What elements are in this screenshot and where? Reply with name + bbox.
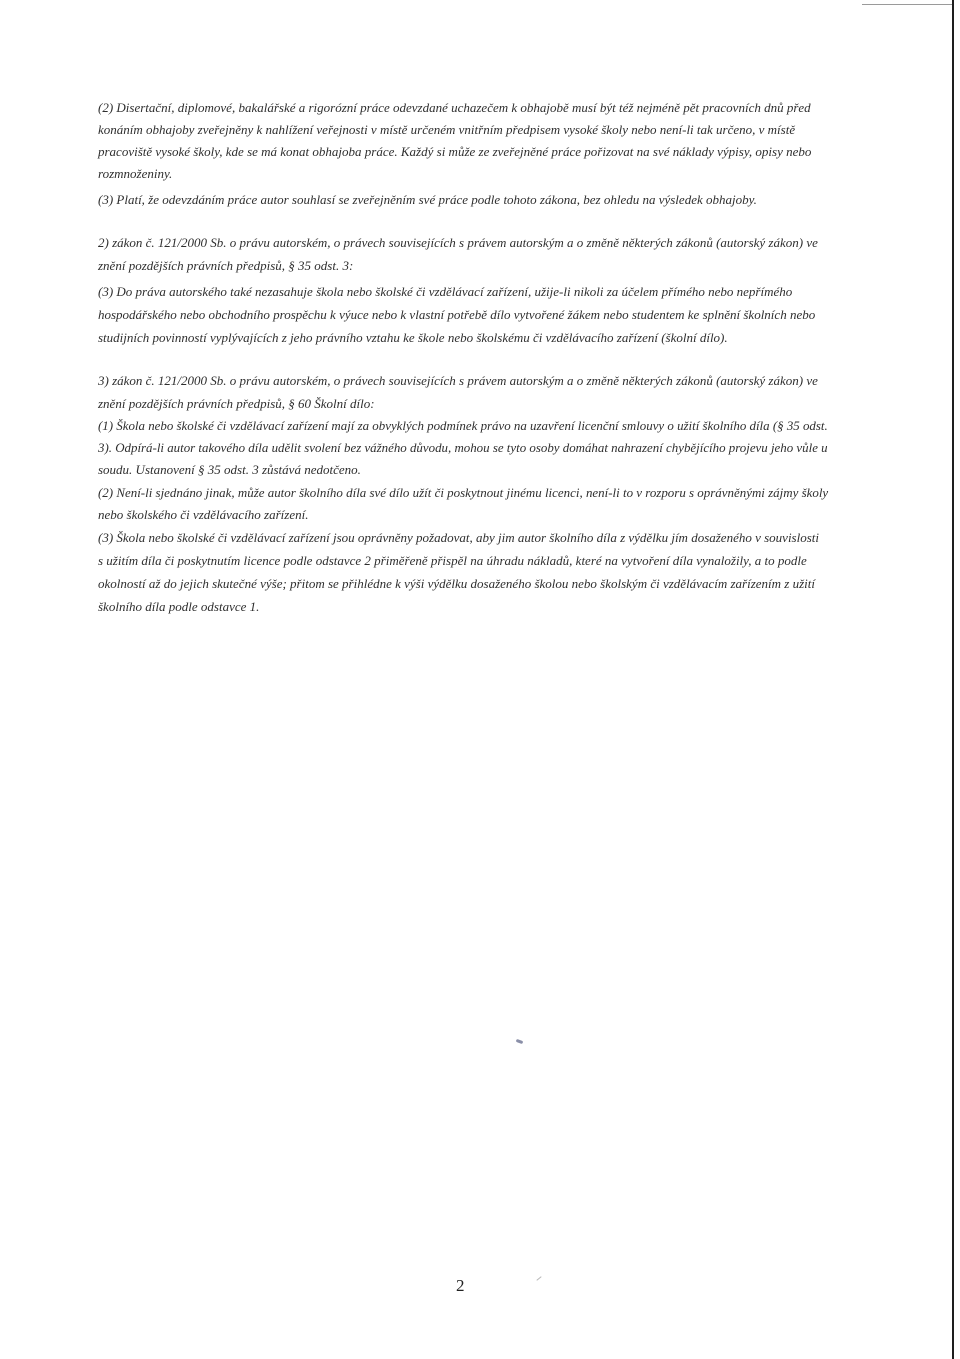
text-line: (1) Škola nebo školské či vzdělávací zařízení mají za obvyklých podmínek právo na uzavření licenční smlouvy o užití školního díla (§ 35 odst.: [98, 418, 828, 433]
text-line: s užitím díla či poskytnutím licence podle odstavce 2 přiměřeně přispěl na úhradu nákladů, které na vytvoření díla vynaložily, a to podle: [98, 553, 807, 568]
text-line: 3) zákon č. 121/2000 Sb. o právu autorském, o právech souvisejících s právem autorským a o změně některých zákonů (autorský zákon) ve: [98, 373, 818, 388]
scan-mark: [536, 1276, 541, 1281]
text-line: znění pozdějších právních předpisů, § 35 odst. 3:: [98, 258, 354, 273]
text-line: (2) Disertační, diplomové, bakalářské a rigorózní práce odevzdané uchazečem k obhajobě musí být též nejméně pět pracovních dnů před: [98, 100, 811, 115]
text-line: pracoviště vysoké školy, kde se má konat obhajoba práce. Každý si může ze zveřejněné práce pořizovat na své náklady výpisy, opisy nebo: [98, 144, 812, 159]
page-number: 2: [456, 1276, 465, 1295]
page-edge-top: [862, 4, 952, 5]
text-line: rozmnoženiny.: [98, 166, 173, 181]
text-line: studijních povinností vyplývajících z jeho právního vztahu ke škole nebo školskému či vzdělávacího zařízení (školní dílo).: [98, 330, 728, 345]
text-line: (3) Do práva autorského také nezasahuje škola nebo školské či vzdělávací zařízení, užije-li nikoli za účelem přímého nebo nepřímého: [98, 284, 793, 299]
text-line: (3) Platí, že odevzdáním práce autor souhlasí se zveřejněním své práce podle tohoto zákona, bez ohledu na výsledek obhajoby.: [98, 192, 757, 207]
text-line: znění pozdějších právních předpisů, § 60 Školní dílo:: [98, 396, 375, 411]
text-line: konáním obhajoby zveřejněny k nahlížení veřejnosti v místě určeném vnitřním předpisem vysoké školy nebo není-li tak určeno, v místě: [98, 122, 796, 137]
text-line: soudu. Ustanovení § 35 odst. 3 zůstává nedotčeno.: [98, 462, 361, 477]
scan-speck: [516, 1039, 524, 1044]
text-line: (2) Není-li sjednáno jinak, může autor školního díla své dílo užít či poskytnout jinému licenci, není-li to v rozporu s oprávněnými zájmy školy: [98, 485, 829, 500]
text-line: 2) zákon č. 121/2000 Sb. o právu autorském, o právech souvisejících s právem autorským a o změně některých zákonů (autorský zákon) ve: [98, 235, 818, 250]
page-edge-right: [952, 0, 954, 1359]
text-line: (3) Škola nebo školské či vzdělávací zařízení jsou oprávněny požadovat, aby jim autor školního díla z výdělku jím dosaženého v souvislosti: [98, 530, 820, 545]
text-line: školního díla podle odstavce 1.: [98, 599, 260, 614]
text-line: hospodářského nebo obchodního prospěchu k výuce nebo k vlastní potřebě dílo vytvořené žákem nebo studentem ke splnění školních nebo: [98, 307, 816, 322]
text-line: nebo školského či vzdělávacího zařízení.: [98, 507, 309, 522]
text-line: 3). Odpírá-li autor takového díla udělit svolení bez vážného důvodu, mohou se tyto osoby domáhat nahrazení chybějícího projevu jeho vůle u: [98, 440, 828, 455]
text-line: okolností až do jejich skutečné výše; přitom se přihlédne k výši výdělku dosaženého školou nebo školským či vzdělávacím zařízením z užití: [98, 576, 815, 591]
